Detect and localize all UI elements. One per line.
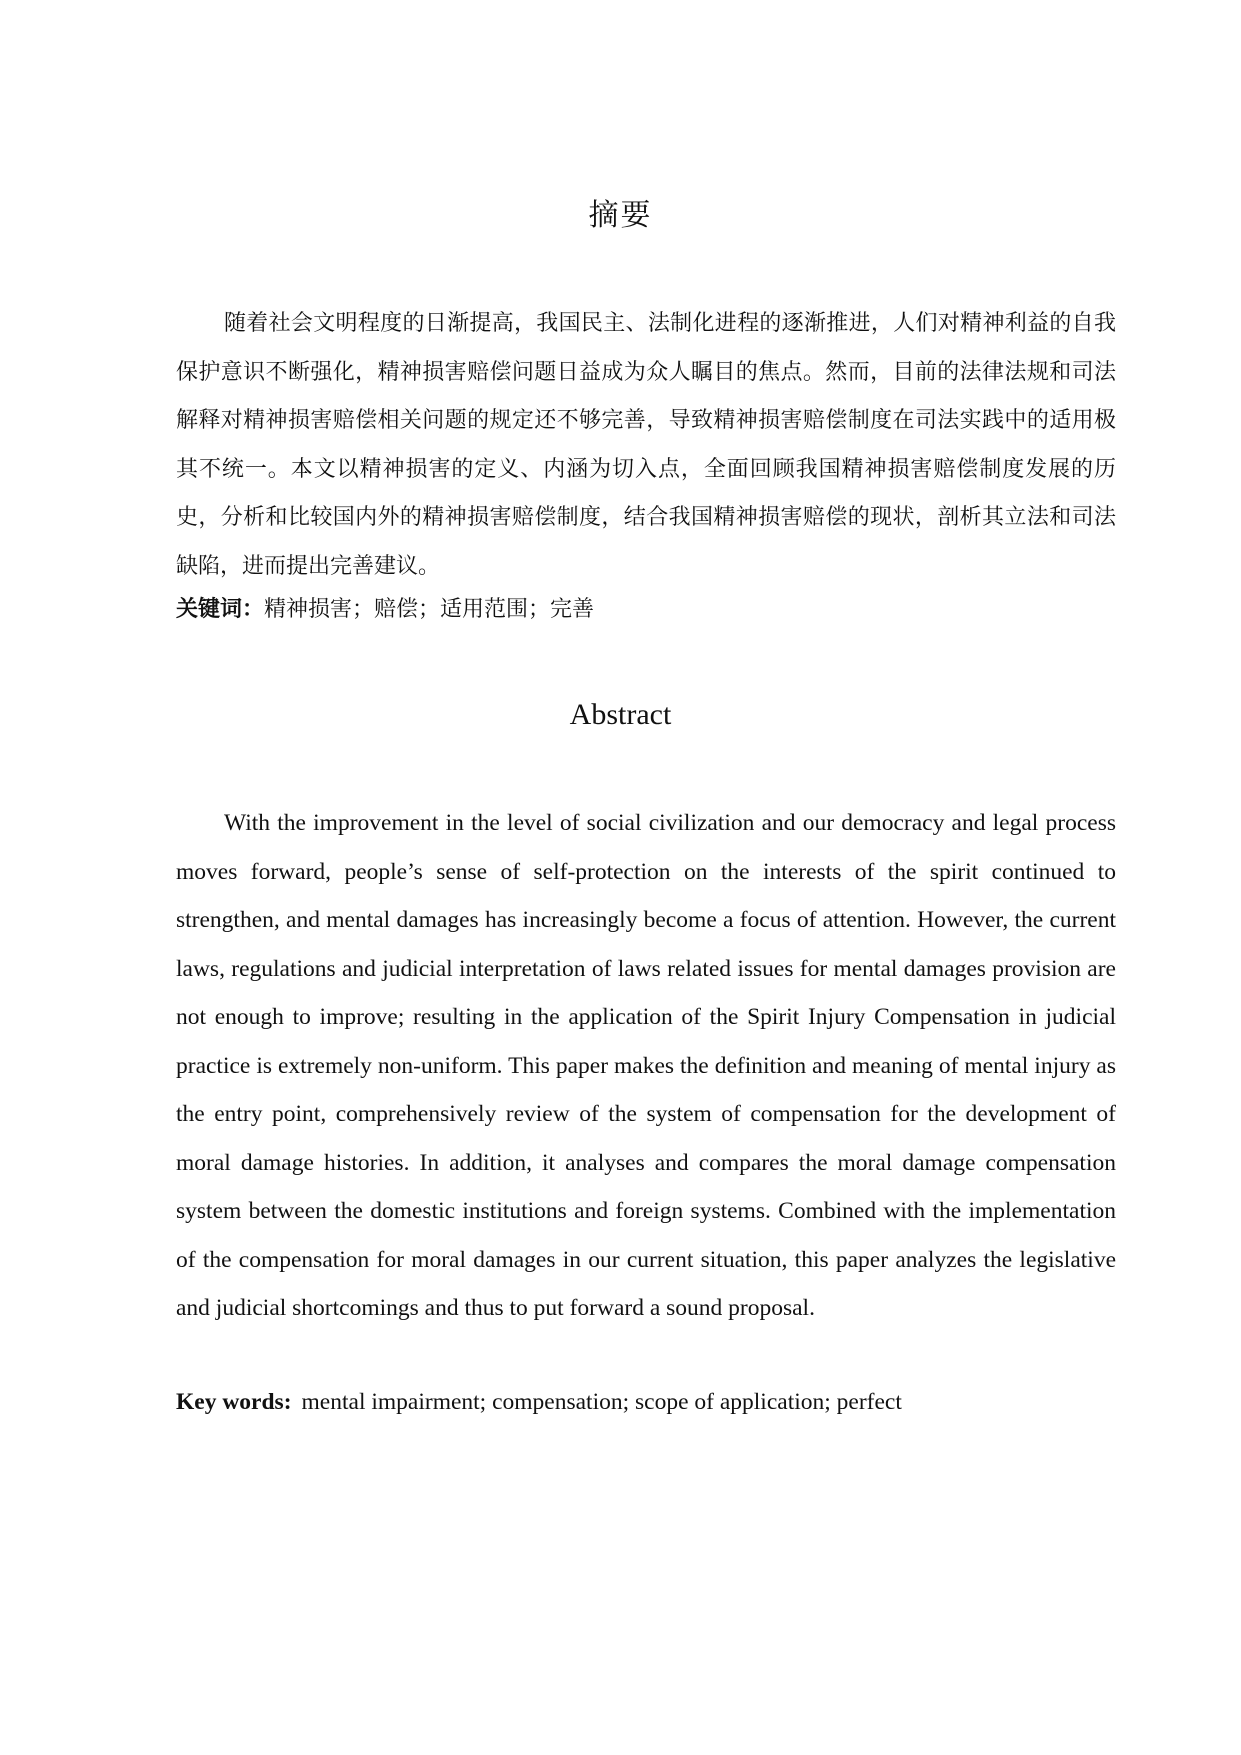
- chinese-abstract-body: 随着社会文明程度的日渐提高，我国民主、法制化进程的逐渐推进，人们对精神利益的自我保护意识不断强化，精神损害赔偿问题日益成为众人瞩目的焦点。然而，目前的法律法规和司法解释对精神损害赔偿相关问题的规定还不够完善，导致精神损害赔偿制度在司法实践中的适用极其不统一。本文以精神损害的定义、内涵为切入点，全面回顾我国精神损害赔偿制度发展的历史，分析和比较国内外的精神损害赔偿制度，结合我国精神损害赔偿的现状，剖析其立法和司法缺陷，进而提出完善建议。: [176, 311, 1116, 579]
- chinese-keywords: [176, 590, 1116, 630]
- english-keywords-label: Key words:: [176, 1389, 292, 1415]
- english-abstract-body: With the improvement in the level of social civilization and our democracy and legal process moves forward, people’s sense of self-protection on the interests of the spirit continued to strengthen, and mental damages has increasingly become a focus of attention. However, the current laws, regulations and judicial interpretation of laws related issues for mental damages provision are not enough to improve; resulting in the application of the Spirit Injury Compensation in judicial practice is extremely non-uniform. This paper makes the definition and meaning of mental injury as the entry point, comprehensively review of the system of compensation for the development of moral damage histories. In addition, it analyses and compares the moral damage compensation system between the domestic institutions and foreign systems. Combined with the implementation of the compensation for moral damages in our current situation, this paper analyzes the legislative and judicial shortcomings and thus to put forward a sound proposal.: [176, 810, 1116, 1321]
- english-keywords: [176, 1382, 1116, 1422]
- english-keywords-text: mental impairment; compensation; scope of application; perfect: [301, 1389, 902, 1415]
- english-abstract-title: Abstract: [569, 698, 672, 731]
- chinese-abstract-title: 摘要: [588, 198, 653, 233]
- chinese-keywords-label: 关键词：: [176, 597, 265, 622]
- chinese-keywords-text: 精神损害；赔偿；适用范围；完善: [264, 597, 595, 622]
